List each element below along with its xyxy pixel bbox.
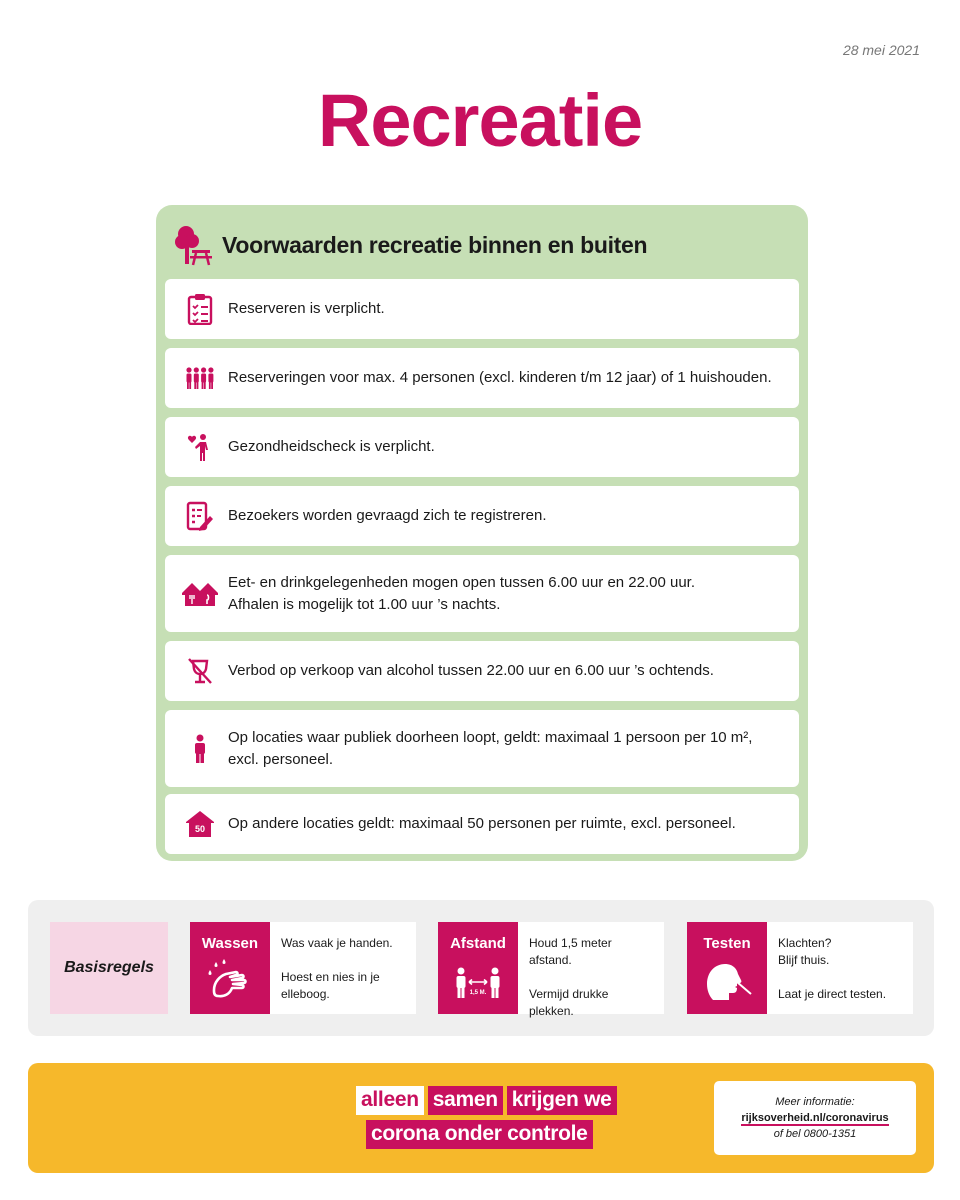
- panel-header: [174, 223, 647, 267]
- rule-text: [778, 935, 886, 969]
- health-check-icon: [187, 432, 213, 462]
- rule-text: Vermijd drukke plekken.: [529, 987, 609, 1018]
- rule-text-line: Klachten?: [778, 936, 832, 950]
- condition-text-line: Op locaties waar publiek doorheen loopt, geldt: maximaal 1 persoon per 10 m²,: [228, 728, 753, 746]
- register-form-icon: [186, 501, 214, 531]
- condition-row-public-locations: [165, 710, 799, 787]
- condition-text: Reserveringen voor max. 4 personen (excl. kinderen t/m 12 jaar) of 1 huishouden.: [228, 369, 772, 386]
- slogan-word: krijgen we: [507, 1086, 617, 1115]
- rule-text: Houd 1,5 meter afstand.: [529, 936, 612, 967]
- campaign-slogan: [356, 1086, 617, 1154]
- rule-card-distance: [438, 922, 664, 1018]
- clipboard-checklist-icon: [187, 293, 213, 325]
- condition-text: [228, 727, 766, 771]
- panel-heading: Voorwaarden recreatie binnen en buiten: [222, 231, 648, 258]
- house-50-icon: [186, 811, 214, 837]
- condition-text-line: excl. personeel.: [228, 750, 334, 768]
- condition-row-reservation: [165, 279, 799, 339]
- rule-text: Laat je direct testen.: [778, 987, 887, 1001]
- condition-row-food-drink: [165, 555, 799, 632]
- basic-rules-label: Basisregels: [50, 922, 168, 1014]
- condition-row-alcohol: [165, 641, 799, 701]
- rule-text: Was vaak je handen.: [281, 936, 393, 950]
- tree-picnic-table-icon: [174, 224, 212, 266]
- info-label: Meer informatie:: [775, 1096, 855, 1108]
- rule-title: Afstand: [450, 935, 506, 952]
- condition-text: Bezoekers worden gevraagd zich te registreren.: [228, 507, 547, 524]
- info-box: [714, 1081, 916, 1155]
- hand-washing-icon: [204, 956, 256, 1008]
- test-swab-icon: [701, 956, 753, 1008]
- rule-card-test: [687, 922, 913, 1014]
- slogan-word: samen: [428, 1086, 503, 1115]
- rule-title: Testen: [703, 935, 751, 952]
- no-alcohol-icon: [187, 657, 213, 685]
- condition-text: [228, 572, 709, 616]
- condition-text: Gezondheidscheck is verplicht.: [228, 438, 435, 455]
- condition-text: Verbod op verkoop van alcohol tussen 22.00 uur en 6.00 uur ’s ochtends.: [228, 662, 714, 679]
- condition-row-group-size: [165, 348, 799, 408]
- slogan-word: alleen: [356, 1086, 424, 1115]
- rule-text: Hoest en nies in je elleboog.: [281, 970, 380, 1001]
- group-people-icon: [185, 366, 215, 390]
- info-link[interactable]: rijksoverheid.nl/coronavirus: [741, 1112, 889, 1124]
- condition-text-line: Eet- en drinkgelegenheden mogen open tussen 6.00 uur en 22.00 uur.: [228, 573, 696, 591]
- campaign-footer: [28, 1063, 934, 1173]
- basic-rules-section: [28, 900, 934, 1036]
- page-title: Recreatie: [317, 79, 643, 162]
- publication-date: 28 mei 2021: [842, 42, 920, 58]
- condition-row-health-check: [165, 417, 799, 477]
- condition-row-registration: [165, 486, 799, 546]
- slogan-word: corona onder controle: [366, 1120, 593, 1149]
- rule-title: Wassen: [201, 935, 259, 952]
- distance-icon: [452, 956, 504, 1008]
- restaurant-houses-icon: [182, 582, 218, 606]
- condition-text: Op andere locaties geldt: maximaal 50 personen per ruimte, excl. personeel.: [228, 815, 736, 832]
- svg-text:1,5 M.: 1,5 M.: [469, 990, 487, 996]
- condition-text-line: Afhalen is mogelijk tot 1.00 uur ’s nachts.: [228, 595, 501, 613]
- conditions-panel: [156, 205, 808, 861]
- condition-text: Reserveren is verplicht.: [228, 300, 385, 317]
- info-phone: of bel 0800-1351: [773, 1128, 857, 1140]
- condition-row-other-locations: [165, 794, 799, 854]
- person-icon: [193, 734, 207, 764]
- rule-text-line: Blijf thuis.: [778, 953, 830, 967]
- rule-card-wash: [190, 922, 416, 1014]
- svg-text:50: 50: [194, 824, 206, 834]
